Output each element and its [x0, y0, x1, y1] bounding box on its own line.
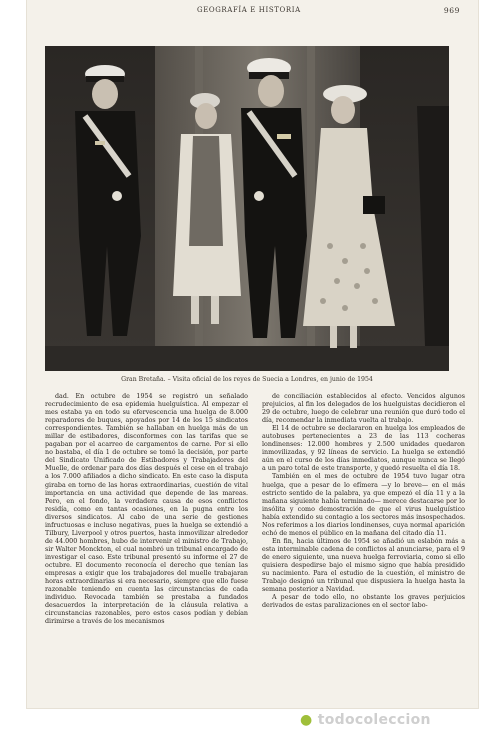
running-header — [27, 4, 478, 18]
photo-caption: Gran Bretaña. – Visita oficial de los reyes de Suecia a Londres, en junio de 1954 — [121, 376, 373, 383]
page-number: 969 — [443, 6, 460, 15]
photograph-royal-visit — [45, 46, 449, 371]
paragraph: En fin, hacia últimos de 1954 se añadió un eslabón más a esta interminable cadena de conflictos al anunciarse, para el 9 de enero siguiente, una nueva huelga ferroviaria, como si ello quisiera despedirse bajo el mismo signo que había presidido su nacimiento. Para el estudio de la cuestión, el ministro de Trabajo designó un tribunal que dispusiera la huelga hasta la semana posterior a Navidad. — [262, 537, 465, 594]
paragraph: También en el mes de octubre de 1954 tuvo lugar otra huelga, que a pesar de lo efímera —y lo breve— en el más estricto sentido de la palabra, ya que empezó el día 11 y a la mañana siguiente había terminado— merece destacarse por lo insólita y como demostración de que el virus huelguístico había extendido su contagio a los sectores más insospechados. Nos referimos a los diarios londinenses, cuya normal aparición echó de menos el público en la mañana del citado día 11. — [262, 473, 465, 537]
document-page — [27, 0, 478, 708]
article-body — [45, 393, 465, 693]
header-title: GEOGRAFÍA E HISTORIA — [197, 6, 301, 14]
watermark-logo — [300, 712, 480, 736]
watermark-dot-icon: ● — [300, 712, 313, 728]
text-column-right — [262, 393, 465, 693]
watermark-text: todocoleccion — [317, 712, 431, 728]
paragraph: A pesar de todo ello, no obstante los graves perjuicios derivados de estas paralizaciones en el sector labo- — [262, 594, 465, 610]
paragraph: dad. En octubre de 1954 se registró un señalado recrudecimiento de esa epidemia huelguística. Al empezar el mes estaba ya en todo su efervescencia una huelga de 8.000 reparadores de buques, apoyados por 14 de los 15 sindicatos correspondientes. También se hallaban en huelga más de un millar de estibadores, disconformes con las tarifas que se pagaban por el acarreo de cargamentos de carne. Por si ello no bastaba, el día 1 de octubre se tomó la decisión, por parte del Sindicato Unificado de Estibadores y Trabajadores del Muelle, de ordenar para dos días después el cese en el trabajo a los 7.000 afiliados a dicho sindicato. En este caso la disputa giraba en torno de las horas extraordinarias, cuestión de vital importancia en una actividad que depende de las mareas. Pero, en el fondo, la verdadera causa de esos conflictos residía, como en tantas ocasiones, en la pugna entre los diversos sindicatos. Al cabo de una serie de gestiones infructuosas e incluso negativas, pues la huelga se extendió a Tilbury, Liverpool y otros puertos, hasta inmovilizar alrededor de 44.000 hombres, hubo de intervenir el ministro de Trabajo, sir Walter Monckton, el cual nombró un tribunal encargado de investigar el caso. Este tribunal presentó su informe el 27 de octubre. El documento reconocía el derecho que tenían las empresas a exigir que los trabajadores del muelle trabajaran horas extraordinarias si era necesario, siempre que ello fuese razonable teniendo en cuenta las circunstancias de cada individuo. Revocada también se prestaba a fundados desacuerdos la interpretación de la cláusula relativa a circunstancias razonables, pero estos casos podían y debían dirimirse a través de los mecanismos — [45, 393, 248, 626]
paragraph: de conciliación establecidos al efecto. Vencidos algunos prejuicios, al fin los delegados de los huelguistas decidieron el 29 de octubre, luego de celebrar una reunión que duró todo el día, recomendar la inmediata vuelta al trabajo. — [262, 393, 465, 425]
paragraph: El 14 de octubre se declararon en huelga los empleados de autobuses pertenecientes a 23 de las 113 cocheras londinenses: 12.000 hombres y 2.500 unidades quedaron inmovilizadas, y 92 líneas de servicio. La huelga se extendió aún en el curso de los días inmediatos, aunque nunca se llegó a un paro total de este transporte, y quedó resuelta el día 18. — [262, 425, 465, 473]
text-column-left — [45, 393, 248, 693]
